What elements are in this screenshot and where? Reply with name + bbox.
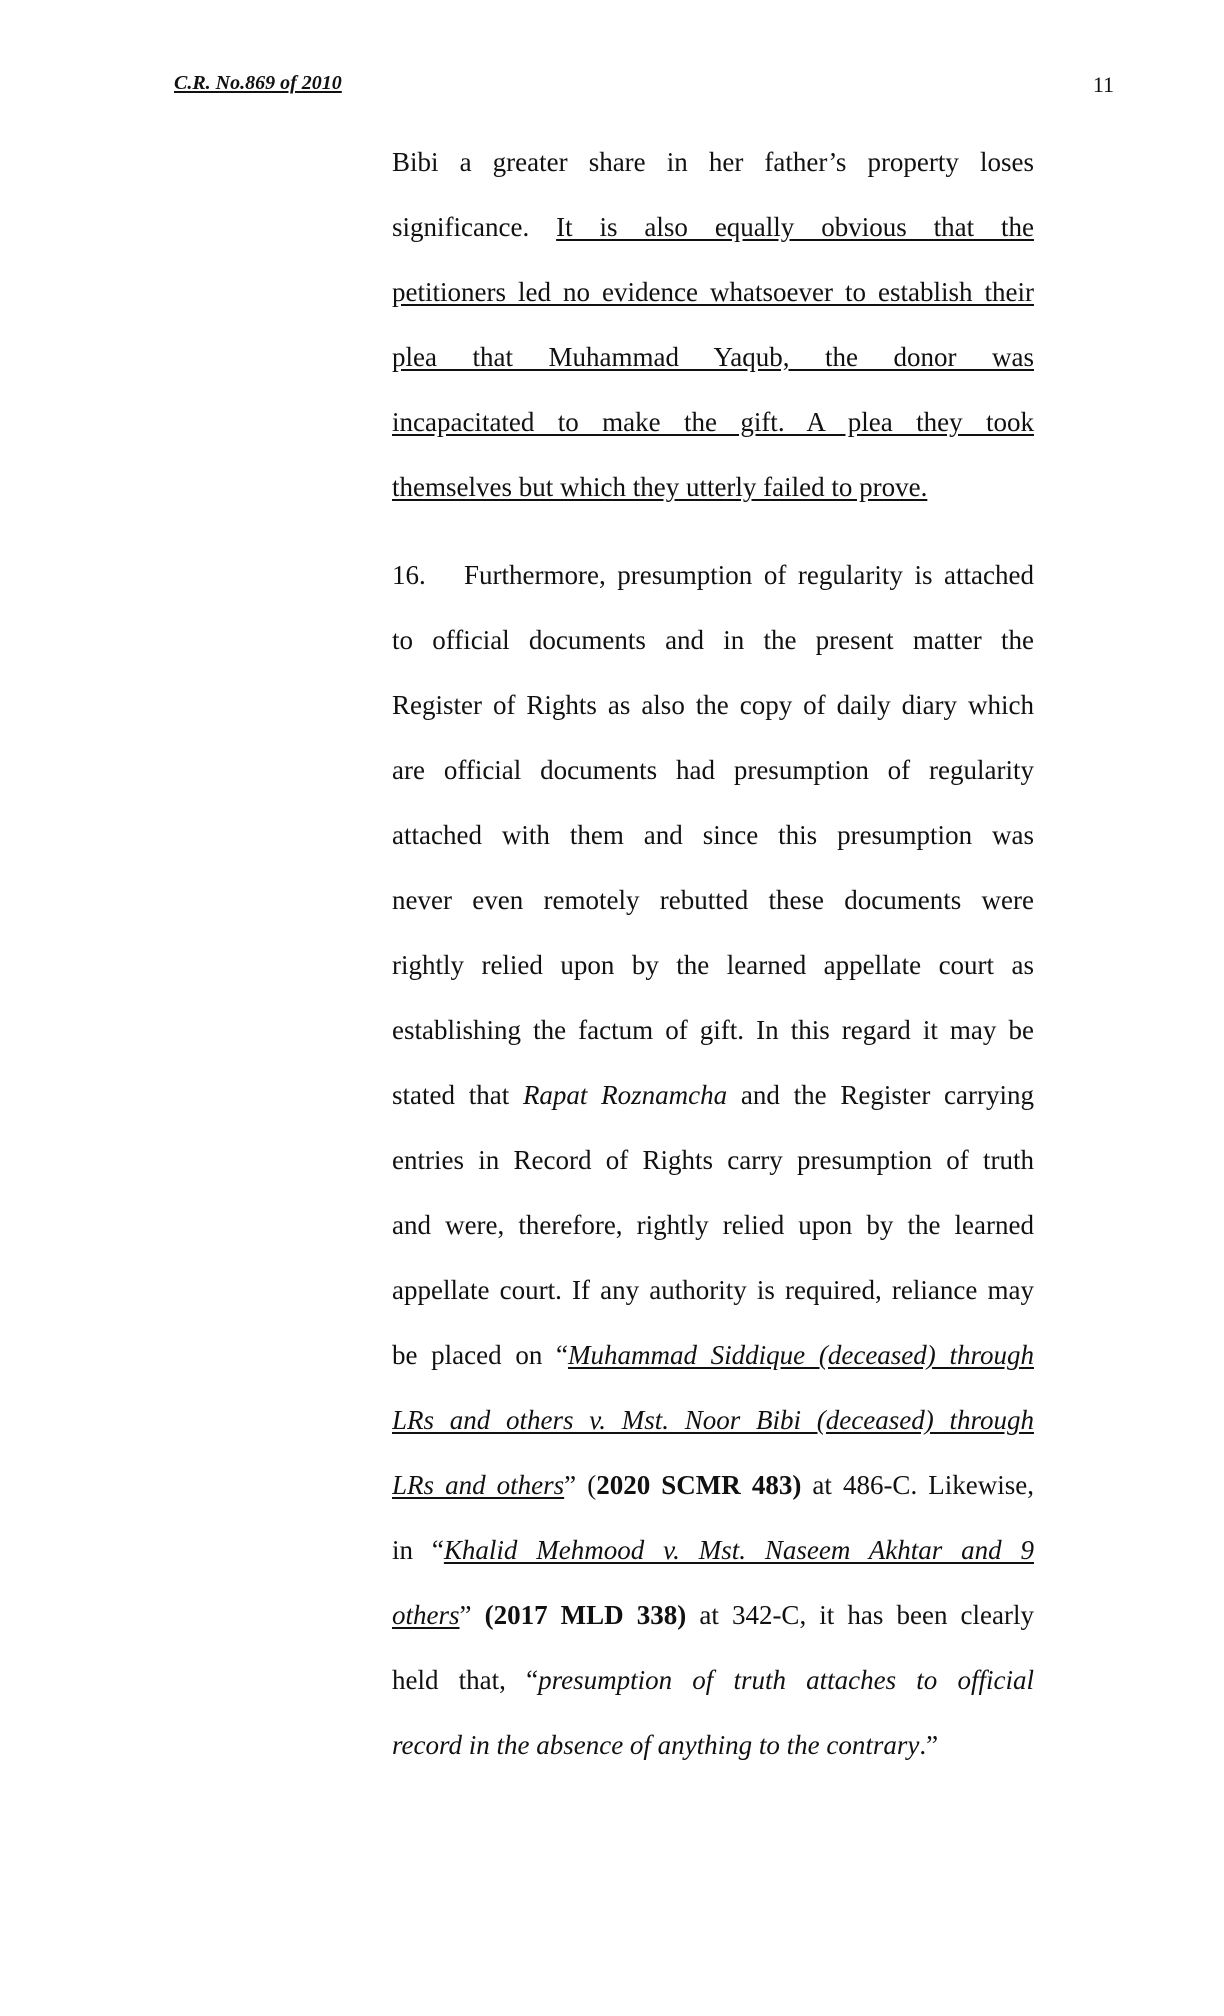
line-text: never even remotely rebutted these documents were — [392, 885, 1034, 915]
underlined-finding: plea that Muhammad Yaqub, the donor was — [392, 342, 1034, 372]
line-text: held that, “ — [392, 1665, 539, 1695]
line-text: establishing the factum of gift. In this regard it may be — [392, 1015, 1034, 1045]
text-line — [392, 748, 1034, 813]
text-line — [392, 878, 1034, 943]
page-header — [174, 72, 1114, 102]
text-line — [392, 1008, 1034, 1073]
text-line — [392, 1723, 1034, 1788]
case-citation-title: LRs and others — [392, 1470, 565, 1500]
quoted-holding: presumption of truth attaches to official — [538, 1665, 1034, 1695]
text-line — [392, 618, 1034, 683]
line-text: Furthermore, presumption of regularity is attached — [464, 560, 1034, 590]
text-line — [392, 335, 1034, 400]
quoted-holding: record in the absence of anything to the contrary — [392, 1730, 920, 1760]
text-line — [392, 400, 1034, 465]
page-number: 11 — [1092, 72, 1114, 97]
line-text: at 342-C, it has been clearly — [686, 1600, 1034, 1630]
text-line — [392, 813, 1034, 878]
case-citation-title: Khalid Mehmood v. Mst. Naseem Akhtar and 9 — [443, 1535, 1034, 1565]
line-text: are official documents had presumption of regularity — [392, 755, 1034, 785]
paragraph-number: 16. — [392, 560, 426, 590]
text-line — [392, 1073, 1034, 1138]
law-report-citation: (2017 MLD 338) — [484, 1600, 687, 1630]
text-line — [392, 1138, 1034, 1203]
law-report-citation: 2020 SCMR 483) — [596, 1470, 802, 1500]
text-line — [392, 270, 1034, 335]
line-text: and the Register carrying — [740, 1080, 1034, 1110]
underlined-finding: incapacitated to make the gift. A plea they took — [392, 407, 1034, 437]
line-text: ” ( — [564, 1470, 597, 1500]
line-text: be placed on “ — [392, 1340, 568, 1370]
line-text: appellate court. If any authority is required, reliance may — [392, 1275, 1034, 1305]
underlined-finding: themselves but which they utterly failed to prove. — [392, 472, 928, 502]
text-line — [392, 943, 1034, 1008]
text-line — [392, 205, 1034, 270]
text-line — [392, 1398, 1034, 1463]
case-citation-title: others — [392, 1600, 460, 1630]
judgment-body — [392, 140, 1034, 1788]
text-line — [392, 1203, 1034, 1268]
line-text: stated that — [392, 1080, 510, 1110]
case-citation-title: Muhammad Siddique (deceased) through — [568, 1340, 1034, 1370]
line-text: Bibi a greater share in her father’s property loses — [392, 147, 1034, 177]
line-text: in “ — [392, 1535, 444, 1565]
paragraph-gap — [392, 530, 1034, 553]
text-line — [392, 1463, 1034, 1528]
underlined-finding: petitioners led no evidence whatsoever to establish their — [392, 277, 1034, 307]
line-text: ” — [459, 1600, 485, 1630]
text-line — [392, 1528, 1034, 1593]
case-reference: C.R. No.869 of 2010 — [174, 72, 342, 94]
text-line — [392, 140, 1034, 205]
text-line — [392, 1268, 1034, 1333]
text-line — [392, 465, 1034, 530]
italic-term: Rapat Roznamcha — [522, 1080, 728, 1110]
text-line — [392, 1593, 1034, 1658]
underlined-finding: It is also equally obvious that the — [556, 212, 1034, 242]
case-citation-title: LRs and others v. Mst. Noor Bibi (deceased) through — [392, 1405, 1034, 1435]
line-text: to official documents and in the present matter the — [392, 625, 1034, 655]
line-text: attached with them and since this presumption was — [392, 820, 1034, 850]
text-line — [392, 1658, 1034, 1723]
line-text: .” — [919, 1730, 939, 1760]
line-text: Register of Rights as also the copy of daily diary which — [392, 690, 1034, 720]
line-text: entries in Record of Rights carry presumption of truth — [392, 1145, 1034, 1175]
line-text: significance. — [392, 212, 530, 242]
text-line — [392, 1333, 1034, 1398]
line-text: at 486-C. Likewise, — [801, 1470, 1034, 1500]
line-text: rightly relied upon by the learned appellate court as — [392, 950, 1034, 980]
line-text: and were, therefore, rightly relied upon by the learned — [392, 1210, 1034, 1240]
text-line — [392, 553, 1034, 618]
text-line — [392, 683, 1034, 748]
